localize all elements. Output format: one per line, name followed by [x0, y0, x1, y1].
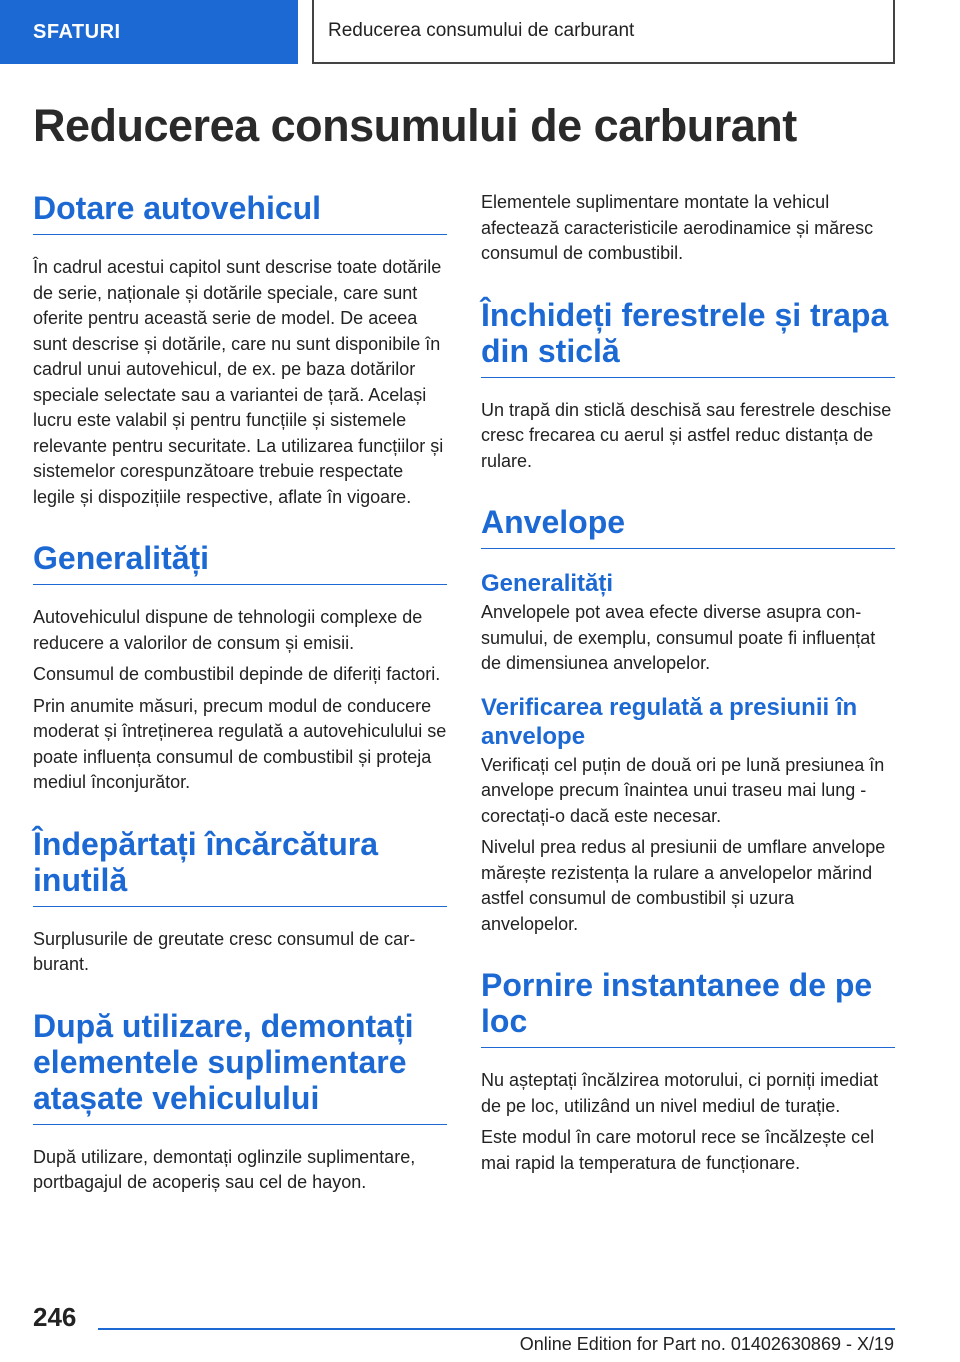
- section-dotare-autovehicul: [33, 190, 447, 510]
- paragraph: Autovehiculul dispune de tehnologii complexe de reducere a valorilor de consum și emisii.: [33, 607, 423, 653]
- right-column: [481, 190, 895, 1182]
- paragraph: Prin anumite măsuri, precum modul de conducere moderat și întreținerea regulată a autovehiculului se poate influența consumul de combustibil și proteja mediul înconjurător.: [33, 695, 447, 792]
- section-tab: SFATURI: [0, 0, 298, 64]
- page-title: Reducerea consumului de carburant: [33, 100, 797, 151]
- paragraph: Nivelul prea redus al presiunii de umflare anvelope mărește rezistența la rulare a anvelopelor mărind astfel consumul de combustibil și uzura anvelopelor.: [481, 837, 886, 934]
- section-heading: Închideți ferestrele și trapa din sticlă: [481, 297, 895, 378]
- section-pornire-instantanee: [481, 967, 895, 1176]
- subsection-heading: Verificarea regulată a presiunii în anvelope: [481, 693, 858, 750]
- section-ferestre-trapa: [481, 297, 895, 475]
- paragraph: În cadrul acestui capitol sunt descrise toate dotările de serie, naționale și dotările speciale, care sunt oferite pentru această serie de model. De aceea sunt descrise și dotările, care nu sunt disponibile în cadrul unui autovehicul, de ex. pe baza dotărilor speciale selectate sau a variantei de țară. Același lucru este valabil și pentru funcțiile și sistemele relevante pentru securitate. La utilizarea funcțiilor și sistemelor corespunzătoare trebuie respectate legile și dispozițiile respective, aflate în vigoare.: [33, 257, 444, 507]
- subsection-heading: Generalități: [481, 570, 614, 597]
- page-number: 246: [33, 1302, 77, 1332]
- section-heading: După utilizare, demontați elementele suplimentare atașate vehiculului: [33, 1008, 447, 1125]
- chapter-header: Reducerea consumului de carburant: [312, 0, 895, 64]
- paragraph: Nu așteptați încălzirea motorului, ci porniți imediat de pe loc, utilizând un nivel mediul de turație.: [481, 1070, 879, 1116]
- paragraph: Surplusurile de greutate cresc consumul de carburant.: [33, 928, 416, 974]
- footer-edition: Online Edition for Part no. 01402630869 - X/19: [519, 1334, 894, 1354]
- paragraph: Un trapă din sticlă deschisă sau ferestrele deschise cresc frecarea cu aerul și astfel reduc distanța de rulare.: [481, 399, 892, 471]
- paragraph: Verificați cel puțin de două ori pe lună presiunea în anvelope precum înaintea unui traseu mai lung - corectați-o dacă este necesar.: [481, 754, 885, 826]
- section-generalitati: [33, 540, 447, 796]
- section-anvelope: [481, 504, 895, 937]
- section-heading: Dotare autovehicul: [33, 190, 447, 235]
- paragraph: Este modul în care motorul rece se încălzește cel mai rapid la temperatura de funcționare.: [481, 1127, 875, 1173]
- section-heading: Generalități: [33, 540, 447, 585]
- paragraph: Elementele suplimentare montate la vehicul afectează caracteristicile aerodinamice și măresc consumul de combustibil.: [481, 192, 874, 263]
- section-elemente-suplimentare: [33, 1008, 447, 1196]
- footer-divider: [98, 1328, 895, 1330]
- section-heading: Pornire instantanee de pe loc: [481, 967, 895, 1048]
- paragraph: Anvelopele pot avea efecte diverse asupra consumului, de exemplu, consumul poate fi influențat de dimensiunea anvelopelor.: [481, 602, 876, 673]
- paragraph: După utilizare, demontați oglinzile suplimentare, portbagajul de acoperiș sau cel de hayon.: [33, 1146, 416, 1192]
- section-heading: Anvelope: [481, 504, 895, 549]
- paragraph: Consumul de combustibil depinde de diferiți factori.: [33, 664, 441, 684]
- left-column: [33, 190, 447, 1202]
- section-heading: Îndepărtați încărcătura inutilă: [33, 826, 447, 907]
- section-incarcatura-inutila: [33, 826, 447, 978]
